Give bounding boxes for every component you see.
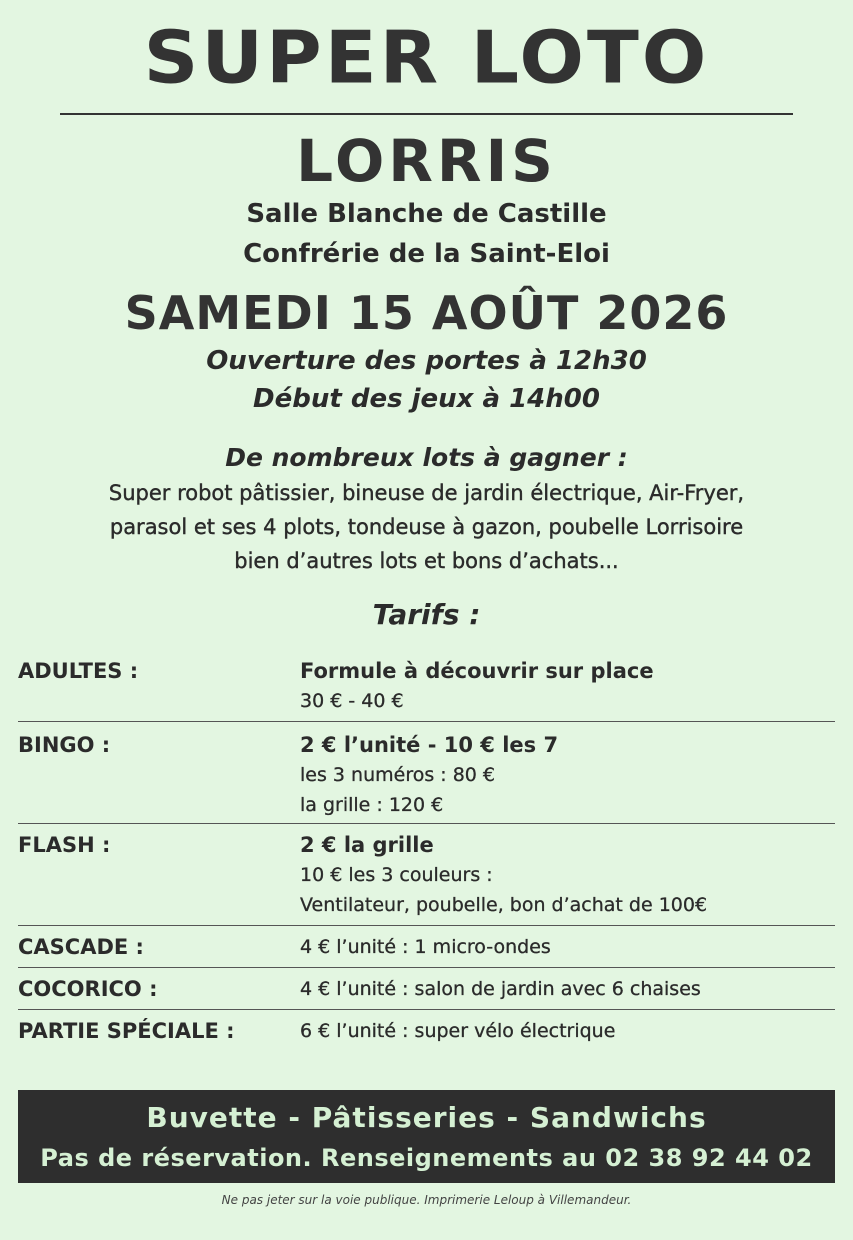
tarif-label: BINGO : bbox=[18, 733, 111, 757]
organizer-name: Confrérie de la Saint-Eloi bbox=[243, 239, 610, 269]
tarif-detail: 4 € l’unité : salon de jardin avec 6 chaises bbox=[300, 978, 701, 1000]
prize-line: parasol et ses 4 plots, tondeuse à gazon, poubelle Lorrisoire bbox=[109, 515, 744, 539]
tarif-detail: la grille : 120 € bbox=[300, 794, 444, 816]
prizes-heading: De nombreux lots à gagner : bbox=[225, 443, 628, 472]
contact-text: Pas de réservation. Renseignements au 02 38 92 44 02 bbox=[40, 1144, 813, 1172]
poster-title: SUPER LOTO bbox=[143, 15, 710, 100]
tarif-detail: 10 € les 3 couleurs : bbox=[300, 864, 493, 886]
tarif-detail: 30 € - 40 € bbox=[300, 690, 404, 712]
doors-open-time: Ouverture des portes à 12h30 bbox=[206, 346, 647, 376]
row-divider bbox=[18, 1009, 835, 1010]
row-divider bbox=[18, 721, 835, 722]
games-start-time: Début des jeux à 14h00 bbox=[253, 384, 600, 414]
title-divider bbox=[60, 113, 793, 115]
tarif-label: COCORICO : bbox=[18, 977, 158, 1001]
row-divider bbox=[18, 967, 835, 968]
event-date: SAMEDI 15 AOÛT 2026 bbox=[124, 286, 729, 340]
tarif-detail: 2 € l’unité - 10 € les 7 bbox=[300, 733, 559, 757]
printer-footer: Ne pas jeter sur la voie publique. Imprimerie Leloup à Villemandeur. bbox=[221, 1193, 632, 1207]
info-banner bbox=[18, 1090, 835, 1183]
prize-line: Super robot pâtissier, bineuse de jardin électrique, Air-Fryer, bbox=[108, 481, 745, 505]
tarif-label: ADULTES : bbox=[18, 659, 139, 683]
tarifs-heading: Tarifs : bbox=[372, 598, 481, 631]
tarif-label: CASCADE : bbox=[18, 935, 144, 959]
row-divider bbox=[18, 823, 835, 824]
city-name: LORRIS bbox=[296, 127, 557, 195]
venue-name: Salle Blanche de Castille bbox=[246, 199, 607, 229]
tarif-detail: Ventilateur, poubelle, bon d’achat de 100€ bbox=[300, 894, 708, 916]
tarif-label: FLASH : bbox=[18, 833, 111, 857]
tarif-detail: les 3 numéros : 80 € bbox=[300, 764, 496, 786]
refreshments-text: Buvette - Pâtisseries - Sandwichs bbox=[146, 1101, 707, 1134]
row-divider bbox=[18, 925, 835, 926]
tarif-label: PARTIE SPÉCIALE : bbox=[18, 1019, 235, 1043]
tarif-detail: 6 € l’unité : super vélo électrique bbox=[300, 1020, 616, 1042]
prize-line: bien d’autres lots et bons d’achats... bbox=[234, 549, 619, 573]
tarif-detail: 4 € l’unité : 1 micro-ondes bbox=[300, 936, 551, 958]
tarif-detail: Formule à découvrir sur place bbox=[300, 659, 654, 683]
tarif-detail: 2 € la grille bbox=[300, 833, 434, 857]
